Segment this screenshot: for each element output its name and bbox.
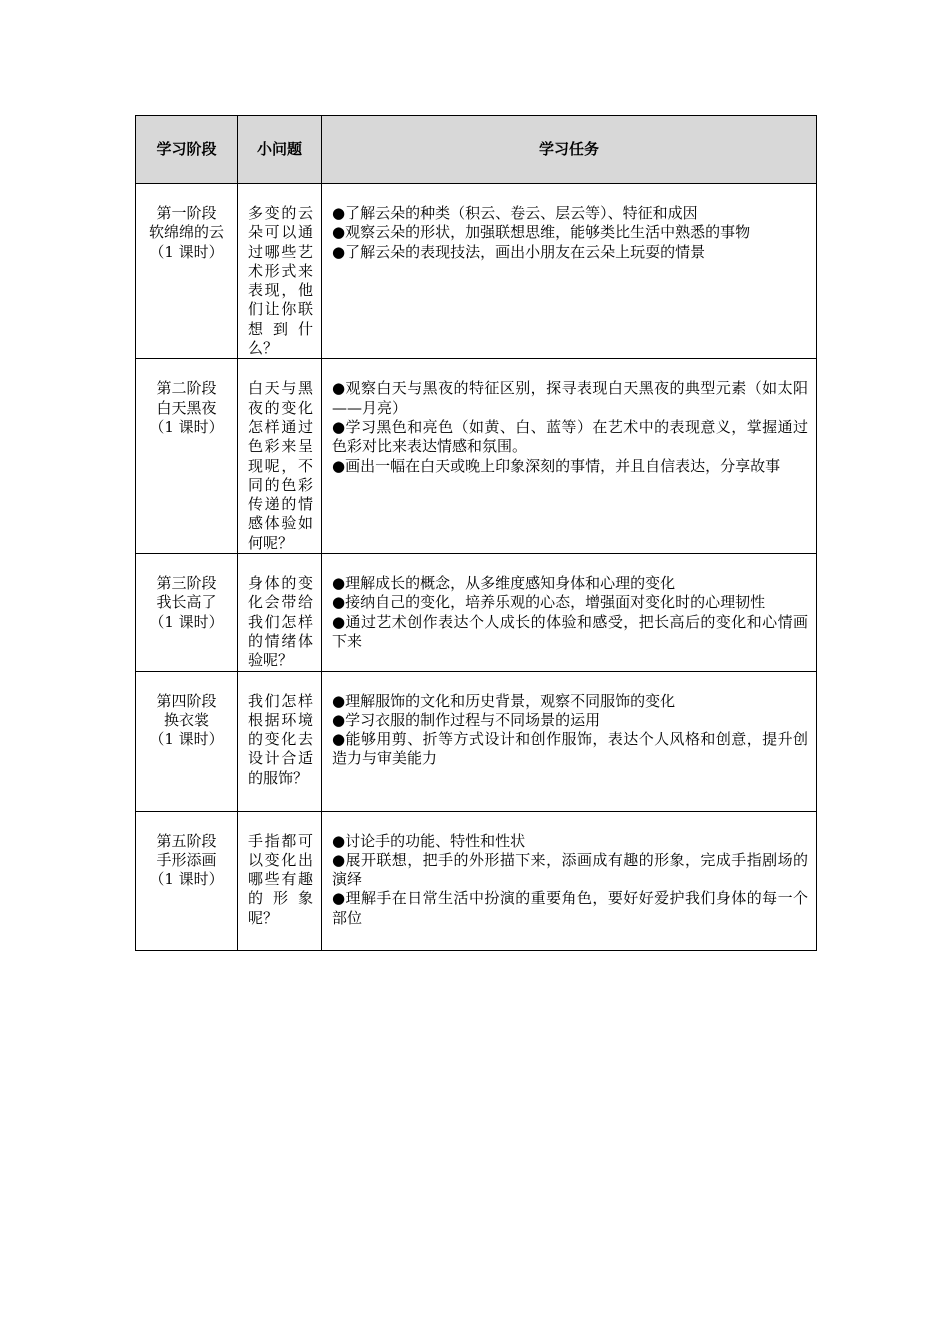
table-row [136,554,817,671]
table-row [136,359,817,554]
stage-cell [136,184,238,359]
header-stage: 学习阶段 [136,116,238,184]
task-item: ●讨论手的功能、特性和性状 [332,831,526,850]
task-item: ●学习衣服的制作过程与不同场景的运用 [332,710,601,729]
table-header-row [136,116,817,184]
header-tasks: 学习任务 [322,116,817,184]
stage-cell [136,554,238,671]
header-question: 小问题 [238,116,322,184]
stage-cell [136,359,238,554]
tasks-cell [322,554,817,671]
stage-number: 第四阶段 [156,691,217,710]
question-cell: 手指都可以变化出哪些有趣的形象呢？ [238,811,322,950]
table-row [136,184,817,359]
question-cell: 白天与黑夜的变化怎样通过色彩来呈现呢，不同的色彩传递的情感体验如何呢？ [238,359,322,554]
question-cell: 身体的变化会带给我们怎样的情绪体验呢？ [238,554,322,671]
tasks-cell [322,811,817,950]
question-cell: 多变的云朵可以通过哪些艺术形式来表现，他们让你联想到什么？ [238,184,322,359]
stage-name: 软绵绵的云 [148,223,224,242]
task-item: ●观察云朵的形状，加强联想思维，能够类比生活中熟悉的事物 [332,223,751,242]
stage-name: 手形添画 [156,850,217,869]
stage-cell [136,671,238,811]
task-item: ●接纳自己的变化，培养乐观的心态，增强面对变化时的心理韧性 [332,593,766,612]
stage-number: 第三阶段 [156,574,217,593]
task-item: ●通过艺术创作表达个人成长的体验和感受，把长高后的变化和心情画下来 [332,612,808,650]
task-item: ●观察白天与黑夜的特征区别，探寻表现白天黑夜的典型元素（如太阳——月亮） [332,379,808,417]
stage-number: 第二阶段 [156,379,217,398]
table-row [136,811,817,950]
stage-name: 我长高了 [156,593,217,612]
table-row [136,671,817,811]
question-cell: 我们怎样根据环境的变化去设计合适的服饰？ [238,671,322,811]
task-item: ●理解服饰的文化和历史背景，观察不同服饰的变化 [332,691,676,710]
stage-name: 换衣裳 [163,710,209,729]
tasks-cell [322,359,817,554]
tasks-cell [322,671,817,811]
stage-number: 第一阶段 [156,204,217,222]
task-item: ●画出一幅在白天或晚上印象深刻的事情，并且自信表达，分享故事 [332,456,781,475]
task-item: ●理解成长的概念，从多维度感知身体和心理的变化 [332,574,676,593]
task-item: ●能够用剪、折等方式设计和创作服饰，表达个人风格和创意，提升创造力与审美能力 [332,730,808,768]
stage-hours: （1 课时） [149,730,224,749]
stage-number: 第五阶段 [156,831,217,850]
stage-hours: （1 课时） [149,612,224,631]
stage-cell [136,811,238,950]
stage-hours: （1 课时） [149,242,224,261]
task-item: ●展开联想，把手的外形描下来，添画成有趣的形象，完成手指剧场的演绎 [332,850,808,889]
task-item: ●学习黑色和亮色（如黄、白、蓝等）在艺术中的表现意义，掌握通过色彩对比来表达情感和氛围。 [332,417,808,456]
task-item: ●了解云朵的种类（积云、卷云、层云等）、特征和成因 [332,204,698,222]
stage-hours: （1 课时） [149,417,224,436]
stage-hours: （1 课时） [149,870,224,889]
task-item: ●理解手在日常生活中扮演的重要角色，要好好爱护我们身体的每一个部位 [332,889,808,927]
learning-plan-table [135,115,817,951]
stage-name: 白天黑夜 [156,398,217,417]
task-item: ●了解云朵的表现技法，画出小朋友在云朵上玩耍的情景 [332,242,706,261]
tasks-cell [322,184,817,359]
